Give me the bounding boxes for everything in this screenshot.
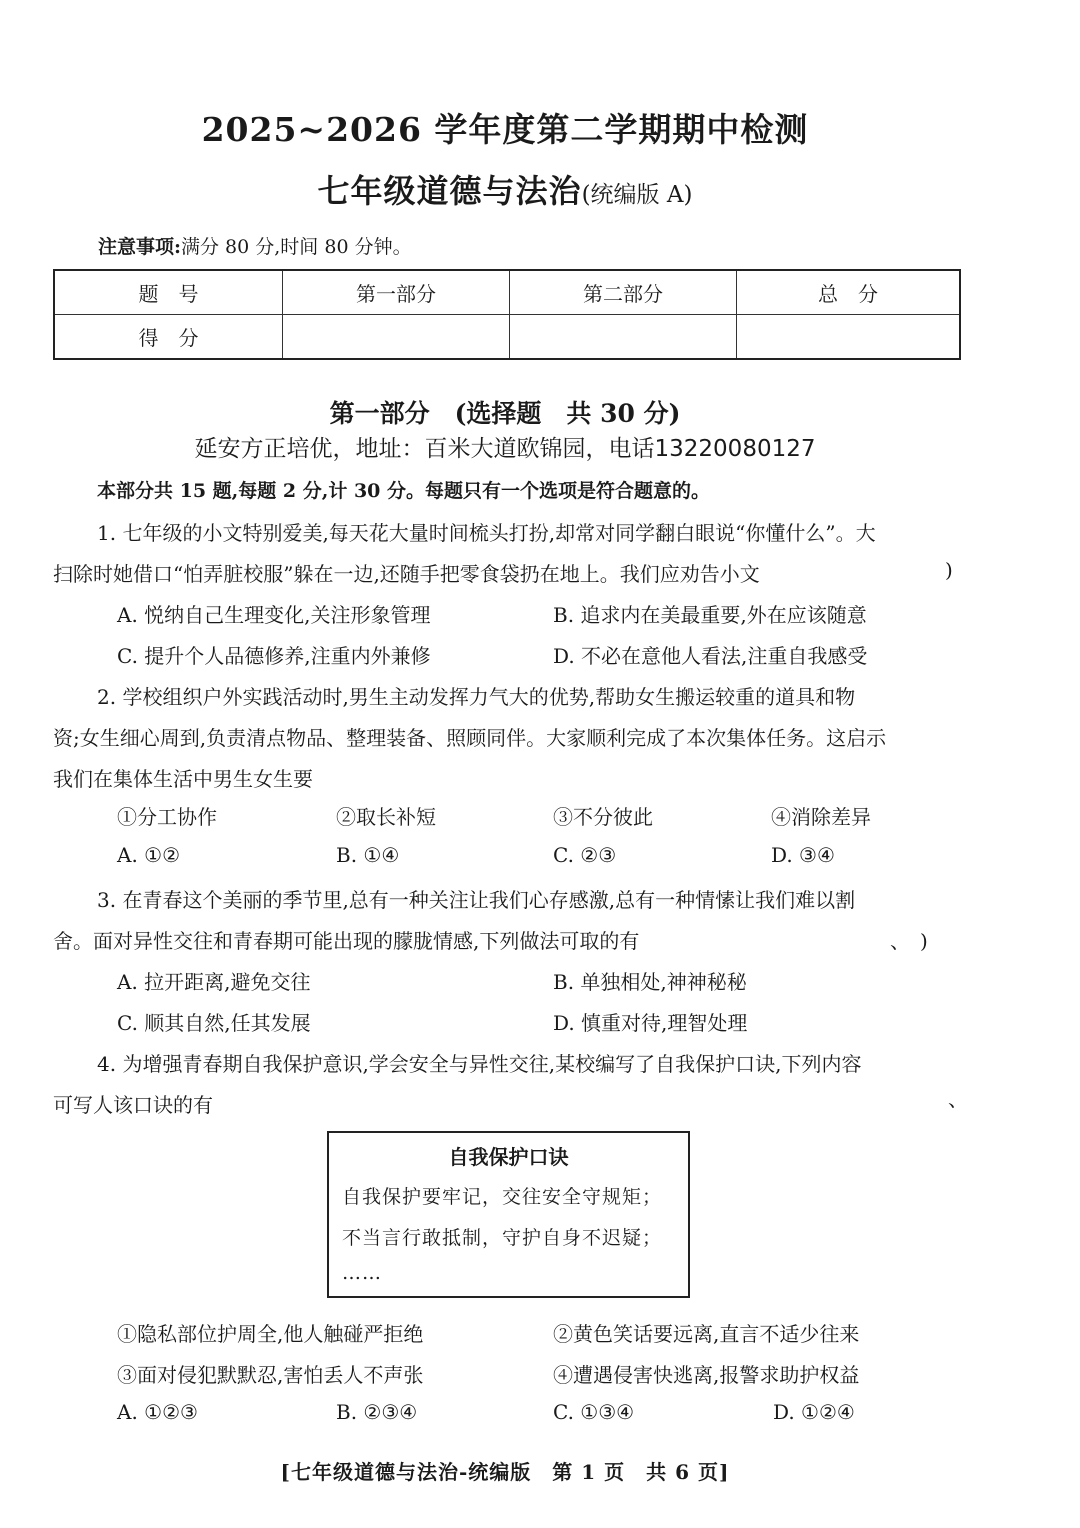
answer-paren: 、 [948,1087,968,1111]
option-d: D. ①②④ [773,1400,855,1424]
option-b: B. 单独相处,神神秘秘 [553,970,747,994]
subject-name: 七年级道德与法治 [317,172,582,210]
option-b: B. 追求内在美最重要,外在应该随意 [553,603,867,627]
option-b: B. ①④ [336,843,400,867]
question-text: 资;女生细心周到,负责清点物品、整理装备、照顾同伴。大家顺利完成了本次集体任务。这启示 [53,726,887,750]
edition-label: (统编版 A) [581,182,693,208]
statement-item: ④消除差异 [771,805,871,829]
statement-item: ③面对侵犯默默忍,害怕丢人不声张 [117,1363,424,1387]
notice-label: 注意事项: [98,236,182,258]
score-table [53,269,961,360]
table-cell: 得 分 [54,315,283,360]
option-a: A. ①②③ [117,1400,198,1424]
option-c: C. 提升个人品德修养,注重内外兼修 [117,644,431,668]
statement-item: ①隐私部位护周全,他人触碰严拒绝 [117,1322,424,1346]
exam-subtitle [0,166,1010,212]
rhyme-line: 自我保护要牢记，交往安全守规矩； [342,1186,663,1208]
table-row [54,315,960,360]
option-d: D. ③④ [771,843,835,867]
option-a: A. 拉开距离,避免交往 [117,970,311,994]
rhyme-line: …… [342,1262,382,1284]
question-text: 3. 在青春这个美丽的季节里,总有一种关注让我们心存感激,总有一种情愫让我们难以割 [97,888,856,912]
question-text: 4. 为增强青春期自我保护意识,学会安全与异性交往,某校编写了自我保护口诀,下列内容 [97,1052,862,1076]
option-c: C. ②③ [553,843,617,867]
table-cell: 第一部分 [283,270,510,315]
notice-text: 满分 80 分,时间 80 分钟。 [181,236,412,258]
option-c: C. 顺其自然,任其发展 [117,1011,311,1035]
answer-paren: 、 ) [890,929,928,953]
part-intro: 本部分共 15 题,每题 2 分,计 30 分。每题只有一个选项是符合题意的。 [97,480,711,502]
score-cell-part2[interactable] [510,315,737,360]
question-text: 2. 学校组织户外实践活动时,男生主动发挥力气大的优势,帮助女生搬运较重的道具和物 [97,685,856,709]
score-cell-total[interactable] [737,315,961,360]
notice [98,232,412,259]
question-text: 扫除时她借口“怕弄脏校服”躲在一边,还随手把零食袋扔在地上。我们应劝告小文 [53,562,760,586]
option-a: A. 悦纳自己生理变化,关注形象管理 [117,603,431,627]
statement-item: ③不分彼此 [553,805,653,829]
rhyme-box-title: 自我保护口诀 [448,1145,569,1169]
table-row [54,270,960,315]
question-text: 可写人该口诀的有 [53,1093,213,1117]
statement-item: ②黄色笑话要远离,直言不适少往来 [553,1322,860,1346]
table-cell: 题 号 [54,270,283,315]
option-c: C. ①③④ [553,1400,635,1424]
statement-item: ②取长补短 [336,805,436,829]
option-b: B. ②③④ [336,1400,418,1424]
option-a: A. ①② [117,843,181,867]
ad-line: 延安方正培优，地址：百米大道欧锦园，电话13220080127 [194,436,816,462]
exam-title: 2025~2026 学年度第二学期期中检测 [201,110,809,149]
question-text: 1. 七年级的小文特别爱美,每天花大量时间梳头打扮,却常对同学翻白眼说“你懂什么”。大 [97,521,876,545]
option-d: D. 慎重对待,理智处理 [553,1011,748,1035]
table-cell: 总 分 [737,270,961,315]
statement-item: ④遭遇侵害快逃离,报警求助护权益 [553,1363,860,1387]
rhyme-line: 不当言行敢抵制，守护自身不迟疑； [342,1227,663,1249]
table-cell: 第二部分 [510,270,737,315]
option-d: D. 不必在意他人看法,注重自我感受 [553,644,868,668]
part-title: 第一部分 (选择题 共 30 分) [329,399,681,428]
statement-item: ①分工协作 [117,805,217,829]
page-footer: [七年级道德与法治-统编版 第 1 页 共 6 页] [280,1460,730,1484]
score-cell-part1[interactable] [283,315,510,360]
question-text: 我们在集体生活中男生女生要 [53,767,313,791]
question-text: 舍。面对异性交往和青春期可能出现的朦胧情感,下列做法可取的有 [53,929,640,953]
answer-paren: ) [945,558,953,582]
